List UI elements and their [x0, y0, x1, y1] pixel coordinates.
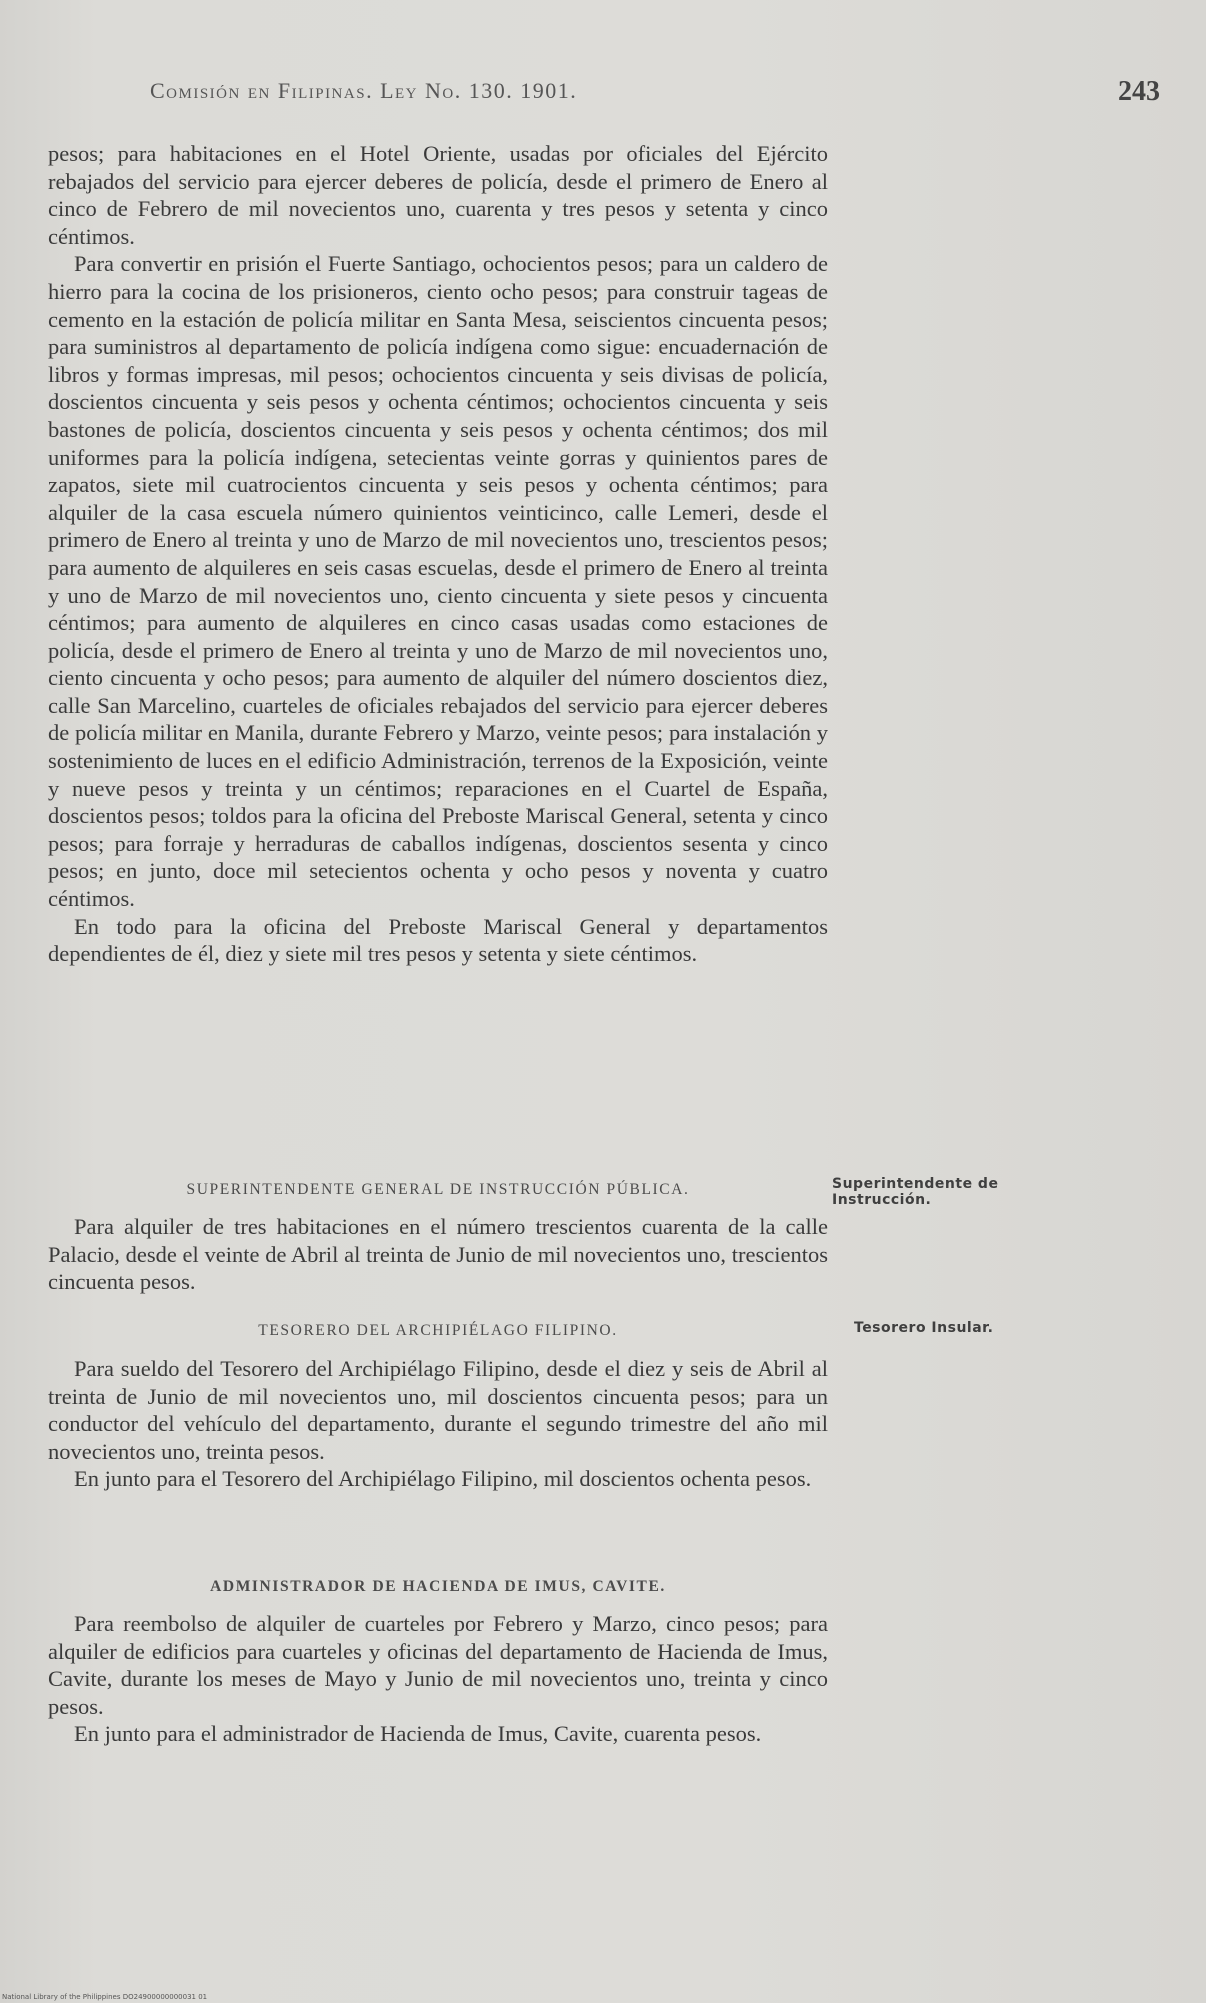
paragraph: pesos; para habitaciones en el Hotel Oriente, usadas por oficiales del Ejército rebajados del servicio para ejercer deberes de policía, desde el primero de Enero al cinco de Febrero de mil novecientos uno, cuarenta y tres pesos y setenta y cinco céntimos.	[48, 141, 828, 249]
paragraph: En junto para el Tesorero del Archipiélago Filipino, mil doscientos ochenta pesos.	[74, 1466, 812, 1492]
paragraph: Para reembolso de alquiler de cuarteles por Febrero y Marzo, cinco pesos; para alquiler de edificios para cuarteles y oficinas del departamento de Hacienda de Imus, Cavite, durante los meses de Mayo y Junio de mil novecientos uno, treinta y cinco pesos.	[48, 1611, 828, 1719]
scan-credit: National Library of the Philippines DO24900000000031 01	[2, 1993, 208, 2001]
opening-text-block	[48, 140, 828, 968]
administrador-text-block	[48, 1610, 828, 1748]
section-heading-superintendente: SUPERINTENDENTE GENERAL DE INSTRUCCIÓN PÚBLICA.	[186, 1181, 690, 1198]
paragraph: En junto para el administrador de Hacienda de Imus, Cavite, cuarenta pesos.	[74, 1721, 762, 1747]
section-heading-administrador: ADMINISTRADOR DE HACIENDA DE IMUS, CAVITE.	[210, 1578, 666, 1595]
section-heading-tesorero: TESORERO DEL ARCHIPIÉLAGO FILIPINO.	[258, 1322, 618, 1339]
margin-note-superintendente: Superintendente de Instrucción.	[832, 1176, 999, 1208]
running-header: Comisión en Filipinas. Ley No. 130. 1901.	[150, 78, 578, 103]
paragraph: Para convertir en prisión el Fuerte Santiago, ochocientos pesos; para un caldero de hierro para la cocina de los prisioneros, ciento ocho pesos; para construir tageas de cemento en la estación de policía militar en Santa Mesa, seiscientos cincuenta pesos; para suministros al departamento de policía indígena como sigue: encuadernación de libros y formas impresas, mil pesos; ochocientos cincuenta y seis divisas de policía, doscientos cincuenta y seis pesos y ochenta céntimos; ochocientos cincuenta y seis bastones de policía, doscientos cincuenta y seis pesos y ochenta céntimos; dos mil uniformes para la policía indígena, setecientas veinte gorras y quinientos pares de zapatos, siete mil cuatrocientos cincuenta y seis pesos y ochenta céntimos; para alquiler de la casa escuela número quinientos veinticinco, calle Lemeri, desde el primero de Enero al treinta y uno de Marzo de mil novecientos uno, trescientos pesos; para aumento de alquileres en seis casas escuelas, desde el primero de Enero al treinta y uno de Marzo de mil novecientos uno, ciento cincuenta y siete pesos y cincuenta céntimos; para aumento de alquileres en cinco casas usadas como estaciones de policía, desde el primero de Enero al treinta y uno de Marzo de mil novecientos uno, ciento cincuenta y ocho pesos; para aumento de alquiler del número doscientos diez, calle San Marcelino, cuarteles de oficiales rebajados del servicio para ejercer deberes de policía militar en Manila, durante Febrero y Marzo, veinte pesos; para instalación y sostenimiento de luces en el edificio Administración, terrenos de la Exposición, veinte y nueve pesos y treinta y un céntimos; reparaciones en el Cuartel de España, doscientos pesos; toldos para la oficina del Preboste Mariscal General, setenta y cinco pesos; para forraje y herraduras de caballos indígenas, doscientos sesenta y cinco pesos; en junto, doce mil setecientos ochenta y ocho pesos y noventa y cuatro céntimos.	[48, 251, 828, 912]
paragraph: Para sueldo del Tesorero del Archipiélago Filipino, desde el diez y seis de Abril al treinta de Junio de mil novecientos uno, mil doscientos cincuenta pesos; para un conductor del vehículo del departamento, durante el segundo trimestre del año mil novecientos uno, treinta pesos.	[48, 1356, 828, 1464]
tesorero-text-block	[48, 1355, 828, 1493]
paragraph: En todo para la oficina del Preboste Mariscal General y departamentos dependientes de él, diez y siete mil tres pesos y setenta y siete céntimos.	[48, 913, 828, 967]
paragraph: Para alquiler de tres habitaciones en el número trescientos cuarenta de la calle Palacio, desde el veinte de Abril al treinta de Junio de mil novecientos uno, trescientos cincuenta pesos.	[48, 1214, 828, 1295]
superintendente-text-block	[48, 1213, 828, 1296]
page-number: 243	[1118, 76, 1160, 107]
margin-note-tesorero: Tesorero Insular.	[854, 1320, 994, 1336]
